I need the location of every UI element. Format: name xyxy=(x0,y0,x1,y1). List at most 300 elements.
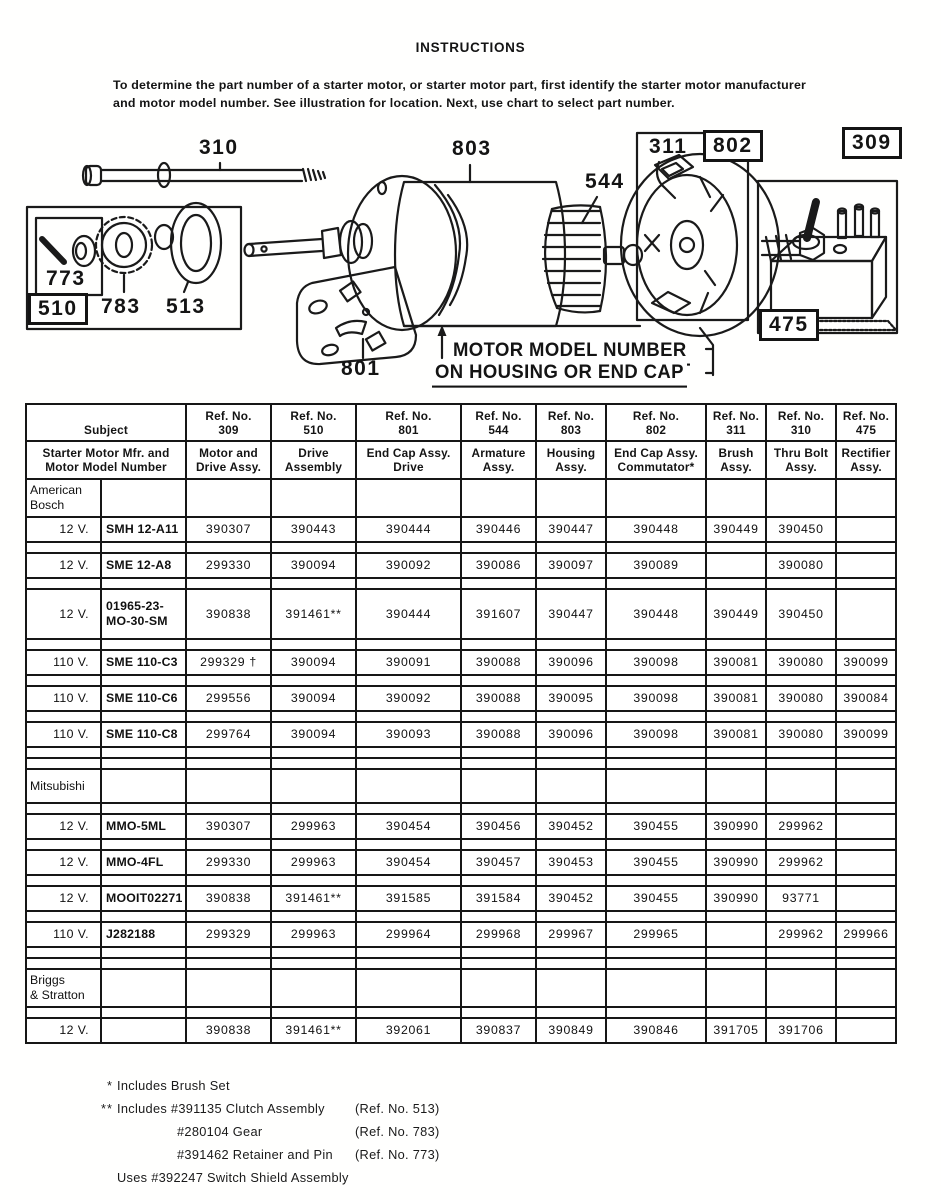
table-body xyxy=(26,479,896,1043)
empty-cell xyxy=(356,758,461,769)
table-row xyxy=(26,542,896,553)
part-number-cell: 390088 xyxy=(461,686,536,711)
empty-cell xyxy=(606,958,706,969)
voltage-cell: 12 V. xyxy=(26,814,101,839)
part-number-cell: 299963 xyxy=(271,922,356,947)
empty-cell xyxy=(536,839,606,850)
empty-cell xyxy=(766,479,836,517)
callout-513: 513 xyxy=(166,295,206,318)
part-number-cell: 390089 xyxy=(606,553,706,578)
part-number-cell: 390450 xyxy=(766,517,836,542)
part-number-cell: 390447 xyxy=(536,589,606,639)
empty-cell xyxy=(536,947,606,958)
intro-paragraph xyxy=(113,77,913,112)
part-number-cell: 390838 xyxy=(186,589,271,639)
part-number-cell: 299330 xyxy=(186,850,271,875)
part-number-cell xyxy=(706,922,766,947)
empty-cell xyxy=(606,542,706,553)
header-ref-310: Ref. No. 310 xyxy=(766,404,836,441)
table-row xyxy=(26,747,896,758)
part-number-cell: 390095 xyxy=(536,686,606,711)
empty-cell xyxy=(706,639,766,650)
empty-cell xyxy=(356,969,461,1007)
header-desc-510: Drive Assembly xyxy=(271,441,356,479)
part-number-cell: 390457 xyxy=(461,850,536,875)
empty-cell xyxy=(836,479,896,517)
table-row xyxy=(26,675,896,686)
empty-cell xyxy=(356,675,461,686)
part-number-cell: 391705 xyxy=(706,1018,766,1043)
empty-cell xyxy=(271,479,356,517)
table-row xyxy=(26,947,896,958)
part-number-cell: 390452 xyxy=(536,814,606,839)
empty-cell xyxy=(461,947,536,958)
empty-cell xyxy=(536,479,606,517)
part-number-cell xyxy=(836,517,896,542)
callout-475: 475 xyxy=(759,309,819,341)
empty-cell xyxy=(101,758,186,769)
header-ref-311: Ref. No. 311 xyxy=(706,404,766,441)
part-number-cell: 390096 xyxy=(536,650,606,675)
empty-cell xyxy=(186,747,271,758)
empty-cell xyxy=(271,711,356,722)
footnote-marker: ** xyxy=(101,1101,113,1116)
voltage-cell: 12 V. xyxy=(26,553,101,578)
empty-cell xyxy=(706,1007,766,1018)
table-row xyxy=(26,722,896,747)
part-number-cell: 390453 xyxy=(536,850,606,875)
part-number-cell: 392061 xyxy=(356,1018,461,1043)
empty-cell xyxy=(536,675,606,686)
part-number-cell: 390094 xyxy=(271,686,356,711)
empty-cell xyxy=(26,911,101,922)
empty-cell xyxy=(461,769,536,803)
intro-line-2: and motor model number. See illustration for location. Next, use chart to select part number. xyxy=(113,95,675,110)
empty-cell xyxy=(461,958,536,969)
footnote-ref: (Ref. No. 513) xyxy=(355,1101,440,1116)
empty-cell xyxy=(536,875,606,886)
part-number-cell: 390081 xyxy=(706,722,766,747)
part-number-cell: 390307 xyxy=(186,814,271,839)
empty-cell xyxy=(26,958,101,969)
empty-cell xyxy=(606,758,706,769)
empty-cell xyxy=(461,803,536,814)
voltage-cell: 12 V. xyxy=(26,850,101,875)
part-number-cell: 390990 xyxy=(706,886,766,911)
model-number-cell: SME 110-C8 xyxy=(101,722,186,747)
empty-cell xyxy=(186,958,271,969)
motor-note-line-1: MOTOR MODEL NUMBER xyxy=(450,338,690,365)
section-label-cell: Briggs & Stratton xyxy=(26,969,101,1007)
model-number-cell: SME 110-C3 xyxy=(101,650,186,675)
model-number-cell: MMO-5ML xyxy=(101,814,186,839)
voltage-cell: 110 V. xyxy=(26,686,101,711)
part-number-cell xyxy=(836,1018,896,1043)
header-desc-475: Rectifier Assy. xyxy=(836,441,896,479)
part-number-cell: 390080 xyxy=(766,686,836,711)
empty-cell xyxy=(461,758,536,769)
empty-cell xyxy=(186,911,271,922)
header-desc-803: Housing Assy. xyxy=(536,441,606,479)
table-row xyxy=(26,839,896,850)
empty-cell xyxy=(606,675,706,686)
empty-cell xyxy=(606,711,706,722)
part-number-cell: 299964 xyxy=(356,922,461,947)
part-number-cell: 390455 xyxy=(606,886,706,911)
empty-cell xyxy=(101,1007,186,1018)
empty-cell xyxy=(606,803,706,814)
part-number-cell: 390098 xyxy=(606,650,706,675)
callout-802: 802 xyxy=(703,130,763,162)
table-row xyxy=(26,589,896,639)
voltage-cell: 110 V. xyxy=(26,650,101,675)
table-row xyxy=(26,803,896,814)
part-number-cell: 299556 xyxy=(186,686,271,711)
header-ref-803: Ref. No. 803 xyxy=(536,404,606,441)
part-number-cell xyxy=(706,553,766,578)
header-ref-510: Ref. No. 510 xyxy=(271,404,356,441)
empty-cell xyxy=(706,947,766,958)
empty-cell xyxy=(766,542,836,553)
empty-cell xyxy=(536,578,606,589)
table-row xyxy=(26,711,896,722)
empty-cell xyxy=(356,542,461,553)
empty-cell xyxy=(101,839,186,850)
empty-cell xyxy=(706,958,766,969)
header-ref-309: Ref. No. 309 xyxy=(186,404,271,441)
empty-cell xyxy=(101,639,186,650)
part-number-cell: 299962 xyxy=(766,850,836,875)
part-number-cell: 390448 xyxy=(606,589,706,639)
empty-cell xyxy=(186,803,271,814)
part-number-cell: 391607 xyxy=(461,589,536,639)
empty-cell xyxy=(536,542,606,553)
empty-cell xyxy=(836,675,896,686)
empty-cell xyxy=(766,675,836,686)
part-number-cell: 299968 xyxy=(461,922,536,947)
empty-cell xyxy=(271,969,356,1007)
intro-line-1: To determine the part number of a starter motor, or starter motor part, first identify the starter motor manufacturer xyxy=(113,78,807,92)
part-number-cell: 390444 xyxy=(356,517,461,542)
part-number-cell: 299965 xyxy=(606,922,706,947)
empty-cell xyxy=(706,711,766,722)
voltage-cell: 12 V. xyxy=(26,589,101,639)
empty-cell xyxy=(461,969,536,1007)
part-number-cell: 299966 xyxy=(836,922,896,947)
footnote-text: Uses #392247 Switch Shield Assembly xyxy=(117,1170,349,1185)
part-number-cell: 390455 xyxy=(606,850,706,875)
empty-cell xyxy=(461,711,536,722)
empty-cell xyxy=(26,875,101,886)
part-number-cell: 390097 xyxy=(536,553,606,578)
table-row xyxy=(26,969,896,1007)
header-desc-801: End Cap Assy. Drive xyxy=(356,441,461,479)
part-number-cell: 390081 xyxy=(706,686,766,711)
empty-cell xyxy=(706,769,766,803)
empty-cell xyxy=(606,639,706,650)
part-number-cell: 390096 xyxy=(536,722,606,747)
empty-cell xyxy=(356,947,461,958)
part-number-cell: 390094 xyxy=(271,650,356,675)
table-row xyxy=(26,639,896,650)
footnote-marker: * xyxy=(107,1078,113,1093)
empty-cell xyxy=(271,747,356,758)
header-desc-544: Armature Assy. xyxy=(461,441,536,479)
empty-cell xyxy=(836,958,896,969)
part-number-cell xyxy=(836,589,896,639)
empty-cell xyxy=(766,875,836,886)
empty-cell xyxy=(186,839,271,850)
empty-cell xyxy=(706,758,766,769)
empty-cell xyxy=(186,947,271,958)
empty-cell xyxy=(766,711,836,722)
model-number-cell: MOOIT02271 xyxy=(101,886,186,911)
empty-cell xyxy=(461,911,536,922)
empty-cell xyxy=(101,747,186,758)
model-number-cell: SMH 12-A11 xyxy=(101,517,186,542)
empty-cell xyxy=(186,969,271,1007)
footnote-text: Includes #391135 Clutch Assembly xyxy=(117,1101,325,1116)
footnote-line xyxy=(96,1124,440,1139)
empty-cell xyxy=(101,969,186,1007)
footnote-ref: (Ref. No. 773) xyxy=(355,1147,440,1162)
footnote-line xyxy=(96,1147,440,1162)
empty-cell xyxy=(766,1007,836,1018)
empty-cell xyxy=(766,639,836,650)
empty-cell xyxy=(26,758,101,769)
header-ref-802: Ref. No. 802 xyxy=(606,404,706,441)
part-number-cell xyxy=(836,814,896,839)
table-row xyxy=(26,814,896,839)
empty-cell xyxy=(706,803,766,814)
header-ref-544: Ref. No. 544 xyxy=(461,404,536,441)
empty-cell xyxy=(536,958,606,969)
empty-cell xyxy=(536,911,606,922)
empty-cell xyxy=(836,578,896,589)
part-number-cell: 390455 xyxy=(606,814,706,839)
empty-cell xyxy=(461,479,536,517)
part-number-cell: 390098 xyxy=(606,686,706,711)
empty-cell xyxy=(356,1007,461,1018)
part-number-cell: 390838 xyxy=(186,886,271,911)
empty-cell xyxy=(186,578,271,589)
part-number-cell: 390449 xyxy=(706,517,766,542)
empty-cell xyxy=(706,542,766,553)
part-number-cell: 390094 xyxy=(271,722,356,747)
empty-cell xyxy=(706,839,766,850)
empty-cell xyxy=(836,769,896,803)
part-number-cell: 390088 xyxy=(461,722,536,747)
part-number-cell: 390443 xyxy=(271,517,356,542)
empty-cell xyxy=(356,803,461,814)
empty-cell xyxy=(186,479,271,517)
table-row xyxy=(26,686,896,711)
empty-cell xyxy=(766,969,836,1007)
callout-801: 801 xyxy=(341,357,381,380)
part-number-cell: 391585 xyxy=(356,886,461,911)
part-number-cell: 390080 xyxy=(766,650,836,675)
empty-cell xyxy=(706,747,766,758)
empty-cell xyxy=(26,747,101,758)
empty-cell xyxy=(606,747,706,758)
empty-cell xyxy=(186,639,271,650)
part-number-cell: 299764 xyxy=(186,722,271,747)
part-number-cell: 390091 xyxy=(356,650,461,675)
empty-cell xyxy=(836,911,896,922)
empty-cell xyxy=(356,958,461,969)
header-desc-311: Brush Assy. xyxy=(706,441,766,479)
empty-cell xyxy=(26,839,101,850)
part-number-cell: 390849 xyxy=(536,1018,606,1043)
empty-cell xyxy=(766,947,836,958)
empty-cell xyxy=(271,839,356,850)
empty-cell xyxy=(271,578,356,589)
empty-cell xyxy=(536,711,606,722)
callout-310: 310 xyxy=(199,136,239,159)
header-subject: Subject xyxy=(26,404,186,441)
part-number-cell: 391461** xyxy=(271,886,356,911)
table-row xyxy=(26,958,896,969)
footnotes xyxy=(96,1078,440,1193)
empty-cell xyxy=(461,542,536,553)
part-number-cell: 391461** xyxy=(271,1018,356,1043)
empty-cell xyxy=(356,578,461,589)
part-number-cell: 390846 xyxy=(606,1018,706,1043)
empty-cell xyxy=(766,803,836,814)
empty-cell xyxy=(766,578,836,589)
voltage-cell: 110 V. xyxy=(26,922,101,947)
empty-cell xyxy=(836,947,896,958)
voltage-cell: 12 V. xyxy=(26,886,101,911)
empty-cell xyxy=(536,969,606,1007)
part-number-cell: 390307 xyxy=(186,517,271,542)
part-number-cell: 390093 xyxy=(356,722,461,747)
table-row xyxy=(26,553,896,578)
empty-cell xyxy=(356,769,461,803)
empty-cell xyxy=(186,769,271,803)
empty-cell xyxy=(271,1007,356,1018)
empty-cell xyxy=(186,542,271,553)
empty-cell xyxy=(186,1007,271,1018)
part-number-cell: 390094 xyxy=(271,553,356,578)
table-row xyxy=(26,517,896,542)
footnote-text: #391462 Retainer and Pin xyxy=(177,1147,333,1162)
empty-cell xyxy=(461,875,536,886)
part-number-cell: 390444 xyxy=(356,589,461,639)
table-row xyxy=(26,875,896,886)
empty-cell xyxy=(271,911,356,922)
empty-cell xyxy=(186,875,271,886)
empty-cell xyxy=(766,911,836,922)
empty-cell xyxy=(766,758,836,769)
table-row xyxy=(26,1018,896,1043)
model-number-cell: J282188 xyxy=(101,922,186,947)
empty-cell xyxy=(606,479,706,517)
empty-cell xyxy=(766,839,836,850)
parts-table xyxy=(25,403,897,1044)
motor-note-line-2: ON HOUSING OR END CAP xyxy=(432,360,687,387)
empty-cell xyxy=(836,839,896,850)
empty-cell xyxy=(836,747,896,758)
footnote-text: #280104 Gear xyxy=(177,1124,263,1139)
table-row xyxy=(26,479,896,517)
part-number-cell: 390837 xyxy=(461,1018,536,1043)
part-number-cell: 391461** xyxy=(271,589,356,639)
callout-311: 311 xyxy=(649,135,688,158)
empty-cell xyxy=(536,1007,606,1018)
table-row xyxy=(26,578,896,589)
empty-cell xyxy=(461,747,536,758)
part-number-cell: 391584 xyxy=(461,886,536,911)
empty-cell xyxy=(766,769,836,803)
empty-cell xyxy=(271,947,356,958)
empty-cell xyxy=(606,1007,706,1018)
page-title: INSTRUCTIONS xyxy=(415,40,526,55)
empty-cell xyxy=(461,1007,536,1018)
table-row xyxy=(26,758,896,769)
empty-cell xyxy=(271,675,356,686)
part-number-cell: 390088 xyxy=(461,650,536,675)
empty-cell xyxy=(606,875,706,886)
footnote-line xyxy=(96,1170,440,1185)
part-number-cell: 390446 xyxy=(461,517,536,542)
empty-cell xyxy=(461,675,536,686)
table-row xyxy=(26,922,896,947)
part-number-cell: 390099 xyxy=(836,722,896,747)
empty-cell xyxy=(271,542,356,553)
empty-cell xyxy=(356,639,461,650)
callout-510: 510 xyxy=(28,293,88,325)
part-number-cell: 390454 xyxy=(356,814,461,839)
empty-cell xyxy=(706,578,766,589)
empty-cell xyxy=(101,578,186,589)
table-row xyxy=(26,769,896,803)
part-number-cell: 390990 xyxy=(706,814,766,839)
table-row xyxy=(26,886,896,911)
part-number-cell: 299963 xyxy=(271,850,356,875)
empty-cell xyxy=(356,839,461,850)
empty-cell xyxy=(101,769,186,803)
empty-cell xyxy=(536,803,606,814)
model-number-cell: SME 12-A8 xyxy=(101,553,186,578)
header-ref-801: Ref. No. 801 xyxy=(356,404,461,441)
part-number-cell: 299329 † xyxy=(186,650,271,675)
empty-cell xyxy=(356,875,461,886)
empty-cell xyxy=(186,711,271,722)
part-number-cell: 390092 xyxy=(356,553,461,578)
empty-cell xyxy=(836,542,896,553)
part-number-cell: 390448 xyxy=(606,517,706,542)
empty-cell xyxy=(356,911,461,922)
section-label-cell: Mitsubishi xyxy=(26,769,101,803)
model-number-cell: SME 110-C6 xyxy=(101,686,186,711)
empty-cell xyxy=(26,578,101,589)
part-number-cell: 391706 xyxy=(766,1018,836,1043)
empty-cell xyxy=(836,1007,896,1018)
empty-cell xyxy=(536,769,606,803)
part-number-cell: 299330 xyxy=(186,553,271,578)
empty-cell xyxy=(706,911,766,922)
part-number-cell: 390452 xyxy=(536,886,606,911)
part-number-cell: 93771 xyxy=(766,886,836,911)
part-number-cell xyxy=(836,886,896,911)
empty-cell xyxy=(26,947,101,958)
empty-cell xyxy=(836,969,896,1007)
empty-cell xyxy=(186,758,271,769)
callout-773: 773 xyxy=(46,267,86,290)
empty-cell xyxy=(606,969,706,1007)
callout-544: 544 xyxy=(585,170,625,193)
